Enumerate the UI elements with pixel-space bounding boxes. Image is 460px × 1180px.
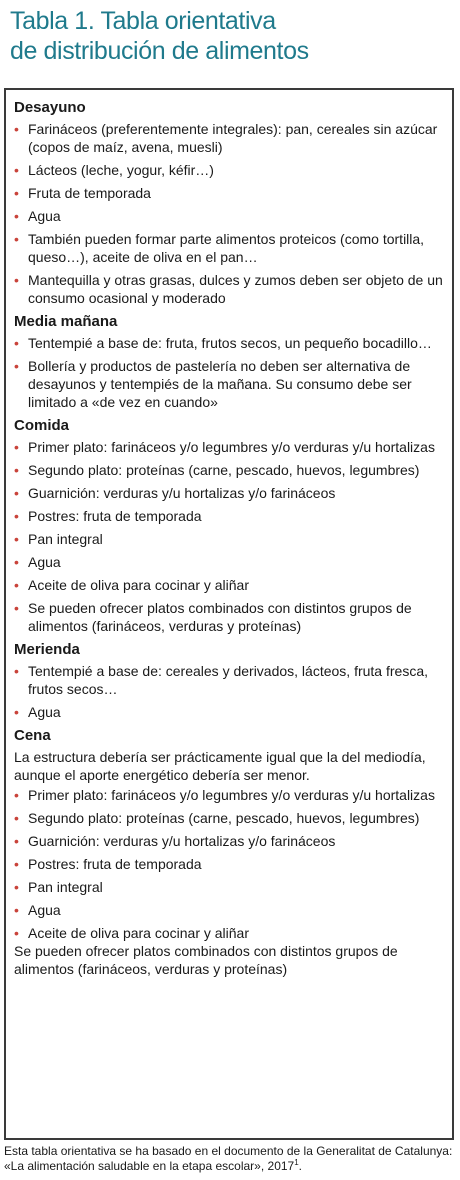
bullet-icon: • <box>14 508 19 524</box>
list-item-text: Agua <box>28 902 61 918</box>
list-item <box>14 553 444 571</box>
list-item-text: Postres: fruta de temporada <box>28 508 202 524</box>
section-merienda <box>14 640 444 721</box>
bullet-icon: • <box>14 335 19 351</box>
list-item <box>14 878 444 896</box>
source-note-end: . <box>298 1159 303 1173</box>
item-list <box>14 662 444 721</box>
list-item <box>14 161 444 179</box>
list-item-text: Pan integral <box>28 531 103 547</box>
list-item <box>14 576 444 594</box>
bullet-icon: • <box>14 856 19 872</box>
footnote-ref: 1 <box>294 1158 299 1167</box>
bullet-icon: • <box>14 462 19 478</box>
list-item <box>14 357 444 411</box>
bullet-icon: • <box>14 272 19 288</box>
list-item <box>14 207 444 225</box>
list-item-text: Tentempié a base de: cereales y derivados, lácteos, fruta fresca, frutos secos… <box>28 663 428 697</box>
list-item-text: Se pueden ofrecer platos combinados con distintos grupos de alimentos (farináceos, verduras y proteínas) <box>28 600 412 634</box>
bullet-icon: • <box>14 554 19 570</box>
item-list <box>14 786 444 942</box>
list-item-text: Aceite de oliva para cocinar y aliñar <box>28 925 250 941</box>
list-item <box>14 461 444 479</box>
list-item <box>14 438 444 456</box>
list-item-text: Pan integral <box>28 879 103 895</box>
section-intro: La estructura debería ser prácticamente igual que la del mediodía, aunque el aporte energético debería ser menor. <box>14 749 426 783</box>
list-item-text: Tentempié a base de: fruta, frutos secos, un pequeño bocadillo… <box>28 335 432 351</box>
list-item-text: Agua <box>28 704 61 720</box>
list-item <box>14 832 444 850</box>
list-item-text: Primer plato: farináceos y/o legumbres y/o verduras y/u hortalizas <box>28 787 435 803</box>
list-item-text: Postres: fruta de temporada <box>28 856 202 872</box>
list-item-text: Segundo plato: proteínas (carne, pescado, huevos, legumbres) <box>28 462 420 478</box>
section-heading: Comida <box>14 417 70 434</box>
bullet-icon: • <box>14 902 19 918</box>
bullet-icon: • <box>14 439 19 455</box>
bullet-icon: • <box>14 600 19 616</box>
list-item-text: Agua <box>28 208 61 224</box>
source-note-text: Esta tabla orientativa se ha basado en el documento de la Generalitat de Catalunya: «La alimentación saludable en la etapa escolar», 2017 <box>4 1144 453 1173</box>
table-title-line-2: de distribución de alimentos <box>10 37 309 65</box>
section-heading: Cena <box>14 727 51 744</box>
bullet-icon: • <box>14 231 19 247</box>
list-item <box>14 507 444 525</box>
section-heading: Merienda <box>14 641 80 658</box>
section-cena <box>14 726 444 978</box>
section-heading: Media mañana <box>14 313 118 330</box>
bullet-icon: • <box>14 162 19 178</box>
list-item <box>14 184 444 202</box>
bullet-icon: • <box>14 879 19 895</box>
bullet-icon: • <box>14 208 19 224</box>
section-heading: Desayuno <box>14 99 86 116</box>
bullet-icon: • <box>14 704 19 720</box>
list-item-text: Aceite de oliva para cocinar y aliñar <box>28 577 250 593</box>
list-item-text: Guarnición: verduras y/u hortalizas y/o farináceos <box>28 833 336 849</box>
list-item-text: Agua <box>28 554 61 570</box>
table-box <box>4 88 454 1140</box>
bullet-icon: • <box>14 485 19 501</box>
list-item-text: Lácteos (leche, yogur, kéfir…) <box>28 162 214 178</box>
bullet-icon: • <box>14 787 19 803</box>
bullet-icon: • <box>14 531 19 547</box>
list-item <box>14 120 444 156</box>
list-item <box>14 599 444 635</box>
bullet-icon: • <box>14 121 19 137</box>
item-list <box>14 334 444 411</box>
list-item-text: Mantequilla y otras grasas, dulces y zumos deben ser objeto de un consumo ocasional y moderado <box>28 272 443 306</box>
section-desayuno <box>14 98 444 307</box>
list-item <box>14 809 444 827</box>
bullet-icon: • <box>14 833 19 849</box>
bullet-icon: • <box>14 358 19 374</box>
list-item-text: Guarnición: verduras y/u hortalizas y/o farináceos <box>28 485 336 501</box>
list-item <box>14 271 444 307</box>
bullet-icon: • <box>14 577 19 593</box>
list-item-text: Bollería y productos de pastelería no deben ser alternativa de desayunos y tentempiés de la mañana. Su consumo debe ser limitado a «de vez en cuando» <box>28 358 412 410</box>
bullet-icon: • <box>14 185 19 201</box>
list-item <box>14 703 444 721</box>
list-item <box>14 662 444 698</box>
section-outro: Se pueden ofrecer platos combinados con distintos grupos de alimentos (farináceos, verduras y proteínas) <box>14 943 398 977</box>
table-title <box>10 6 450 66</box>
bullet-icon: • <box>14 925 19 941</box>
source-note <box>4 1144 456 1174</box>
list-item <box>14 924 444 942</box>
list-item-text: Farináceos (preferentemente integrales): pan, cereales sin azúcar (copos de maíz, avena, muesli) <box>28 121 438 155</box>
list-item <box>14 901 444 919</box>
list-item <box>14 530 444 548</box>
bullet-icon: • <box>14 663 19 679</box>
table-title-line-1: Tabla 1. Tabla orientativa <box>10 7 276 35</box>
list-item-text: Fruta de temporada <box>28 185 151 201</box>
list-item-text: Primer plato: farináceos y/o legumbres y/o verduras y/u hortalizas <box>28 439 435 455</box>
list-item-text: También pueden formar parte alimentos proteicos (como tortilla, queso…), aceite de oliva en el pan… <box>28 231 425 265</box>
section-comida <box>14 416 444 635</box>
list-item <box>14 786 444 804</box>
list-item <box>14 855 444 873</box>
section-media-manana <box>14 312 444 411</box>
item-list <box>14 438 444 635</box>
list-item-text: Segundo plato: proteínas (carne, pescado, huevos, legumbres) <box>28 810 420 826</box>
list-item <box>14 334 444 352</box>
list-item <box>14 230 444 266</box>
item-list <box>14 120 444 307</box>
bullet-icon: • <box>14 810 19 826</box>
list-item <box>14 484 444 502</box>
